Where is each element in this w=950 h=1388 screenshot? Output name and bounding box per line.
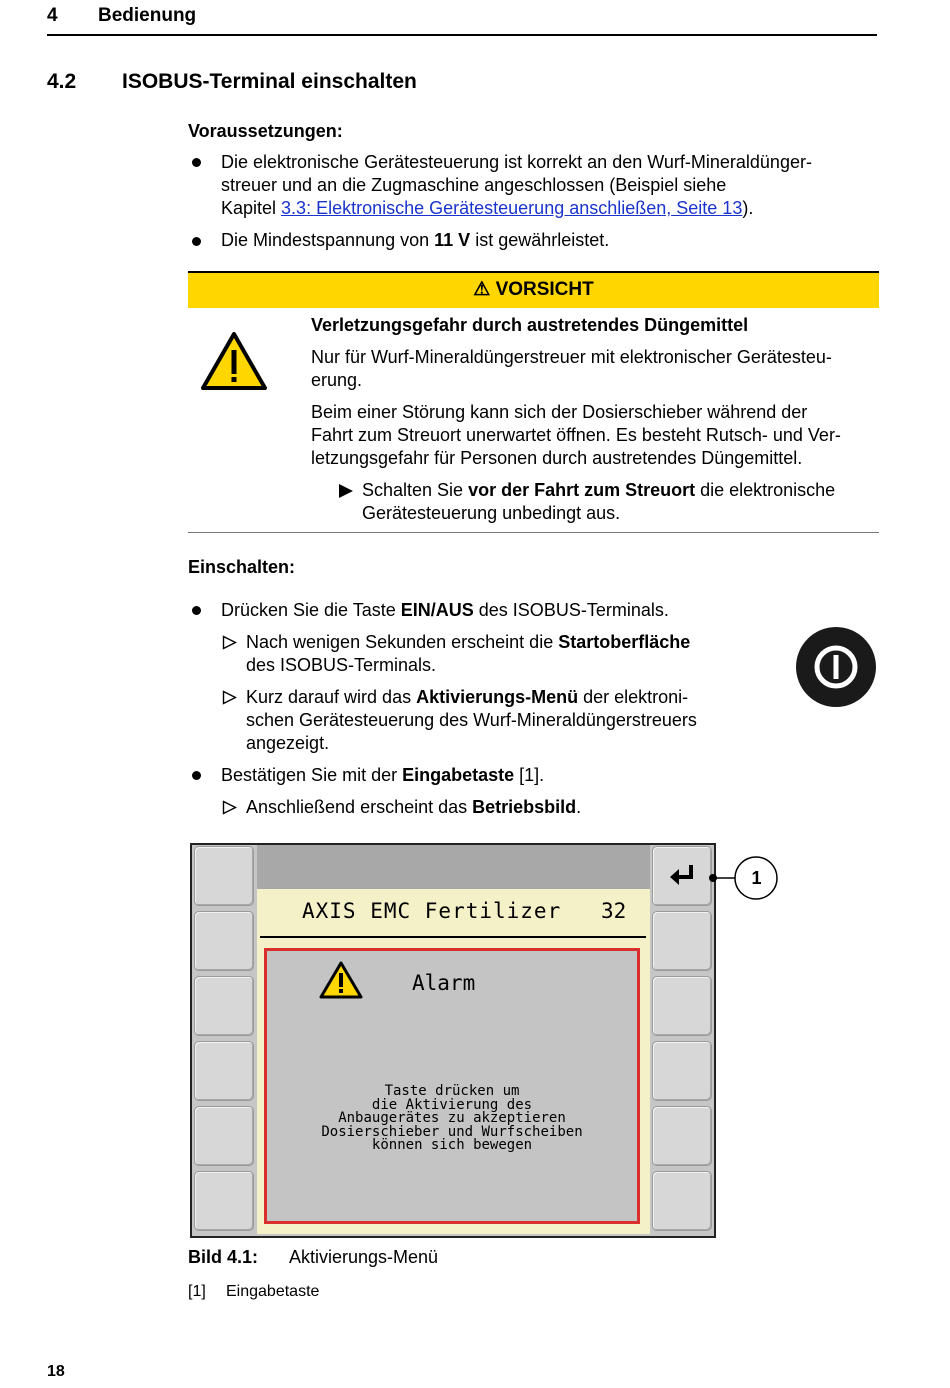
power-button-icon xyxy=(795,626,877,708)
section-title: ISOBUS-Terminal einschalten xyxy=(122,70,417,93)
softkey-left-5[interactable] xyxy=(194,1106,254,1166)
terminal-title: AXIS EMC Fertilizer xyxy=(302,899,562,923)
result-item: Nach wenigen Sekunden erscheint die Startoberfläche des ISOBUS-Terminals. xyxy=(246,632,691,675)
result-arrow-icon xyxy=(222,800,237,815)
result-arrow-icon xyxy=(222,635,237,650)
softkey-left-3[interactable] xyxy=(194,976,254,1036)
caution-bottom-rule xyxy=(188,532,879,533)
softkey-right-5[interactable] xyxy=(652,1106,712,1166)
caution-action: Schalten Sie vor der Fahrt zum Streuort die elektronische Gerätesteuerung unbedingt aus. xyxy=(362,480,836,523)
alarm-title: Alarm xyxy=(412,971,476,995)
legend-text: Eingabetaste xyxy=(226,1283,320,1300)
warning-triangle-icon xyxy=(199,330,269,392)
chapter-title: Bedienung xyxy=(98,5,197,26)
prerequisite-item: Die Mindestspannung von 11 V ist gewährleistet. xyxy=(221,230,610,250)
screen-status-bar xyxy=(257,845,650,889)
softkey-left-2[interactable] xyxy=(194,911,254,971)
enter-arrow-icon xyxy=(669,863,697,889)
callout-number: 1 xyxy=(751,868,762,888)
warning-small-icon: ⚠ xyxy=(473,279,491,300)
result-item: Anschließend erscheint das Betriebsbild. xyxy=(246,797,582,817)
figure-label: Bild 4.1: xyxy=(188,1247,259,1267)
terminal-number: 32 xyxy=(601,899,627,923)
chapter-link[interactable]: 3.3: Elektronische Gerätesteuerung anschließen, Seite 13 xyxy=(281,198,743,218)
switch-on-heading: Einschalten: xyxy=(188,557,296,577)
prerequisites-heading: Voraussetzungen: xyxy=(188,121,343,141)
alarm-message: Taste drücken um die Aktivierung des Anbaugerätes zu akzeptieren Dosierschieber und Wurfscheiben können sich bewegen xyxy=(321,1083,583,1153)
result-item: Kurz darauf wird das Aktivierungs-Menü der elektroni- schen Gerätesteuerung des Wurf-Mineraldüngerstreuers angezeigt. xyxy=(246,687,697,753)
title-rule xyxy=(260,936,646,938)
result-arrow-icon xyxy=(222,690,237,705)
softkey-right-4[interactable] xyxy=(652,1041,712,1101)
bullet-icon xyxy=(192,237,201,246)
prerequisite-item: Die elektronische Gerätesteuerung ist korrekt an den Wurf-Mineraldünger- streuer und an die Zugmaschine angeschlossen (Beispiel siehe Kapitel 3.3: Elektronische Gerätesteuerung anschließen, Seite 13). xyxy=(221,152,812,218)
alarm-warning-icon xyxy=(318,960,364,1000)
caution-banner xyxy=(188,271,879,308)
step-item: Bestätigen Sie mit der Eingabetaste [1]. xyxy=(221,765,545,785)
caution-paragraph: Nur für Wurf-Mineraldüngerstreuer mit elektronischer Gerätesteu- erung. xyxy=(311,347,832,390)
caution-label: VORSICHT xyxy=(495,279,594,300)
page-number: 18 xyxy=(47,1363,65,1380)
legend-key: [1] xyxy=(188,1283,206,1300)
action-arrow-icon xyxy=(338,483,354,499)
softkey-right-3[interactable] xyxy=(652,976,712,1036)
step-item: Drücken Sie die Taste EIN/AUS des ISOBUS-Terminals. xyxy=(221,600,669,620)
softkey-left-4[interactable] xyxy=(194,1041,254,1101)
softkey-right-6[interactable] xyxy=(652,1171,712,1231)
caution-heading: Verletzungsgefahr durch austretendes Düngemittel xyxy=(311,315,749,335)
chapter-number: 4 xyxy=(47,5,58,26)
softkey-left-1[interactable] xyxy=(194,846,254,906)
section-number: 4.2 xyxy=(47,70,77,93)
figure-caption: Aktivierungs-Menü xyxy=(289,1247,439,1267)
softkey-left-6[interactable] xyxy=(194,1171,254,1231)
softkey-right-2[interactable] xyxy=(652,911,712,971)
caution-paragraph: Beim einer Störung kann sich der Dosierschieber während der Fahrt zum Streuort unerwartet öffnen. Es besteht Rutsch- und Ver- letzungsgefahr für Personen durch austretendes Düngemittel. xyxy=(311,402,841,468)
bullet-icon xyxy=(192,606,201,615)
header-rule xyxy=(47,34,877,36)
enter-key[interactable] xyxy=(652,846,712,906)
bullet-icon xyxy=(192,158,201,167)
bullet-icon xyxy=(192,771,201,780)
